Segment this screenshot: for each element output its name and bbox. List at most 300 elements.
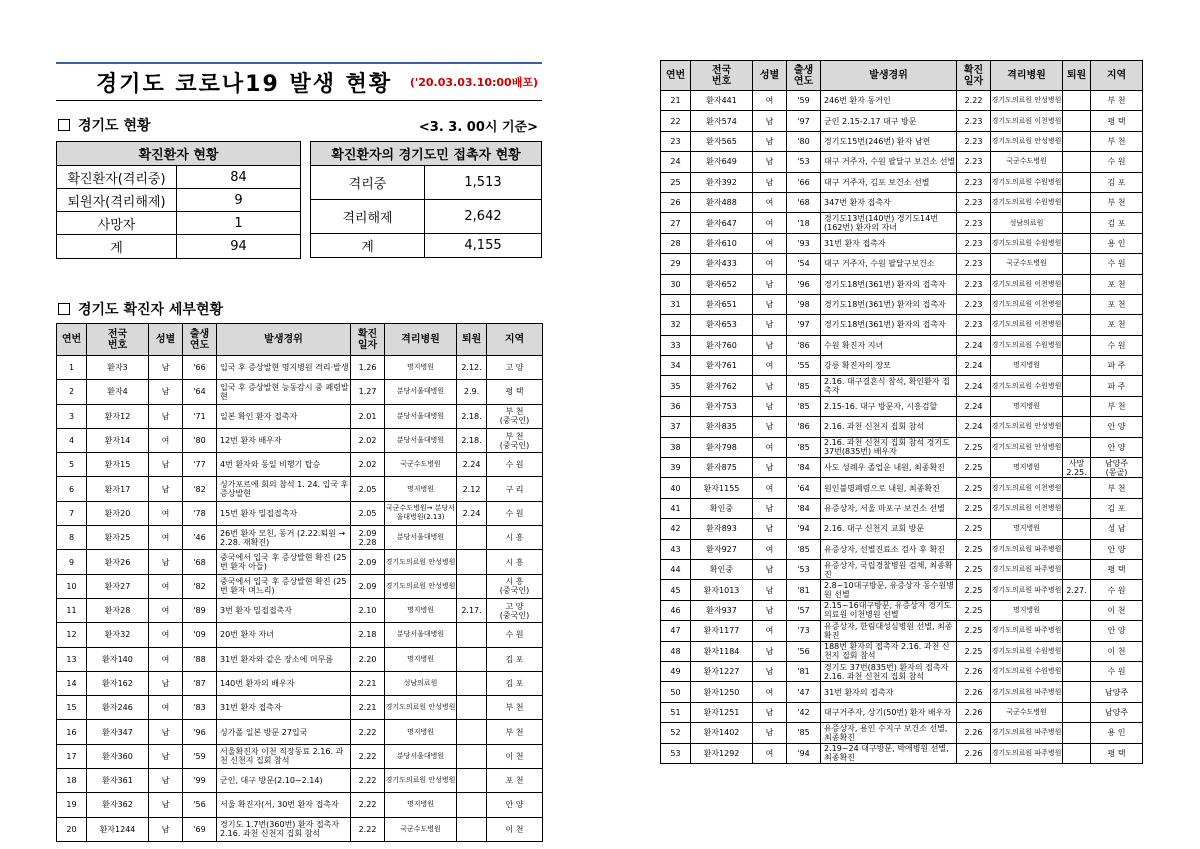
cell-id: 환자433 [691,254,753,274]
cell-route: 경기도15번(246번) 환자 남편 [821,131,957,151]
cell-sex: 남 [753,519,787,539]
cell-id: 환자28 [87,598,149,622]
cell-discharge [457,671,487,695]
cell-date: 2.05 [351,477,385,501]
cell-birth: '86 [787,417,821,437]
cell-discharge [457,744,487,768]
cell-sex: 여 [753,233,787,253]
cell-route: 강릉 확진자의 장모 [821,356,957,376]
table-row [661,641,1143,661]
cell-discharge [1063,111,1091,131]
cell-no: 1 [57,356,87,380]
table-row [661,498,1143,518]
cell-birth: '89 [183,598,217,622]
cell-date: 2.18 [351,623,385,647]
cell-hospital: 명지병원 [385,720,457,744]
cell-date: 2.24 [957,396,991,416]
cell-region: 이 천 [1091,600,1143,620]
cell-date: 2.09 [351,550,385,574]
cell-date: 2.22 [351,769,385,793]
cell-sex: 남 [753,335,787,355]
cell-hospital: 명지병원 [385,356,457,380]
cell-discharge [457,696,487,720]
cell-region: 안 양 [1091,539,1143,559]
cell-sex: 남 [753,661,787,681]
cell-route: 188번 환자의 접촉자 2.16. 과천 신천지 집회 참석 [821,641,957,661]
cell-region: 평 택 [1091,559,1143,579]
cell-route: 31번 환자와 같은 장소에 머무름 [217,647,351,671]
cell-discharge: 2.12. [457,356,487,380]
table-row [661,396,1143,416]
cell-date: 2.26 [957,682,991,702]
cell-sex: 남 [149,744,183,768]
table-row [661,621,1143,641]
cell-birth: '59 [183,744,217,768]
cell-hospital: 경기도의료원 수원병원 [991,335,1063,355]
right-page [660,60,1142,764]
cell-route: 유증상자, 서울 마포구 보건소 선별 [821,498,957,518]
cell-no: 49 [661,661,691,681]
table-row [661,539,1143,559]
cell-region: 수 원 [1091,335,1143,355]
cell-hospital: 경기도의료원 이천병원 [991,478,1063,498]
cell-sex: 여 [149,574,183,598]
cell-discharge [1063,723,1091,743]
cell-no: 45 [661,580,691,600]
cell-no: 7 [57,501,87,525]
cell-discharge [457,793,487,817]
cell-hospital: 경기도의료원 안성병원 [385,769,457,793]
cell-no: 48 [661,641,691,661]
cell-id: 환자1402 [691,723,753,743]
table-row [661,376,1143,396]
cell-hospital: 명지병원 [991,600,1063,620]
cell-discharge [1063,152,1091,172]
cell-region: 용 인 [1091,723,1143,743]
cell-region: 안 양 [487,793,543,817]
cell-route: 경기도 37번(835번) 환자의 접촉자 2.16. 과천 신천지 집회 참석 [821,661,957,681]
cell-route: 12번 환자 배우자 [217,428,351,452]
cell-hospital: 경기도의료원 수원병원 [991,172,1063,192]
cell-route: 26번 환자 모친, 동거 (2.22.퇴원 → 2.28. 재확진) [217,526,351,550]
cell-date: 2.26 [957,702,991,722]
cell-route: 140번 환자의 배우자 [217,671,351,695]
cell-route: 경기도18번(361번) 환자의 접촉자 [821,315,957,335]
cell-discharge [1063,437,1091,457]
table-row [57,769,543,793]
table-row [661,274,1143,294]
cell-birth: '82 [183,477,217,501]
cell-sex: 여 [753,213,787,233]
cell-birth: '99 [183,769,217,793]
cell-birth: '85 [787,376,821,396]
cell-date: 2.25 [957,458,991,478]
table-row [661,458,1143,478]
confirmed-value: 1 [177,212,301,235]
cell-region: 포 천 [1091,274,1143,294]
cell-no: 22 [661,111,691,131]
cell-route: 31번 환자의 접촉자 [821,682,957,702]
cell-discharge [1063,192,1091,212]
cell-hospital: 경기도의료원 이천병원 [991,315,1063,335]
cell-discharge [1063,294,1091,314]
cell-discharge [457,647,487,671]
confirmed-label: 계 [57,235,177,259]
cell-date: 2.25 [957,437,991,457]
cell-route: 대구 거주자, 김포 보건소 선별 [821,172,957,192]
cell-hospital: 경기도의료원 안성병원 [991,131,1063,151]
cell-discharge [1063,417,1091,437]
cell-discharge [1063,621,1091,641]
cell-no: 30 [661,274,691,294]
column-header: 확진 일자 [957,61,991,91]
cell-birth: '09 [183,623,217,647]
cell-hospital: 경기도의료원 수원병원 [991,641,1063,661]
cell-discharge: 사망 2.25. [1063,458,1091,478]
cell-birth: '82 [183,574,217,598]
cell-sex: 남 [753,152,787,172]
cell-sex: 남 [149,404,183,428]
cell-no: 36 [661,396,691,416]
cell-hospital: 분당서울대병원 [385,380,457,404]
cell-date: 2.23 [957,192,991,212]
table-row [57,574,543,598]
cell-no: 29 [661,254,691,274]
cell-birth: '66 [787,172,821,192]
cell-birth: '81 [787,580,821,600]
cell-route: 싱가포르에 회의 참석 1. 24. 입국 후 증상발현 [217,477,351,501]
status-heading-text: 경기도 현황 [78,118,151,134]
cell-date: 2.26 [957,661,991,681]
cell-route: 경기도18번(361번) 환자의 접촉자 [821,294,957,314]
cell-region: 남양주 [1091,682,1143,702]
status-section-heading [56,115,542,137]
cell-discharge [1063,396,1091,416]
cell-id: 환자362 [87,793,149,817]
cell-id: 환자927 [691,539,753,559]
cell-region: 구 리 [487,477,543,501]
cell-hospital: 경기도의료원 안성병원 [991,91,1063,111]
cell-birth: '68 [787,192,821,212]
cell-sex: 여 [753,254,787,274]
table-row [661,478,1143,498]
cell-date: 2.22 [351,720,385,744]
cell-birth: '56 [183,793,217,817]
cell-id: 환자1013 [691,580,753,600]
cell-hospital: 명지병원 [991,458,1063,478]
cell-hospital: 경기도의료원 파주병원 [991,682,1063,702]
cell-no: 20 [57,817,87,841]
cell-sex: 남 [753,376,787,396]
table-row [57,380,543,404]
cell-hospital: 경기도의료원 파주병원 [991,743,1063,763]
cell-route: 대구 거주자, 수원 팔달구 보건소 선별 [821,152,957,172]
cell-hospital: 경기도의료원 안성병원 [385,574,457,598]
cell-hospital: 경기도의료원 안성병원 [991,437,1063,457]
cell-region: 파 주 [1091,376,1143,396]
cell-birth: '83 [183,696,217,720]
cell-id: 환자753 [691,396,753,416]
table-row [661,682,1143,702]
cell-route: 2.19~24 대구방문, 박애병원 선별, 최종확진 [821,743,957,763]
table-row [661,91,1143,111]
cell-date: 2.23 [957,172,991,192]
cell-discharge [1063,356,1091,376]
cell-route: 중국에서 입국 후 증상발현 확진 (25번 환자 며느리) [217,574,351,598]
cell-route: 경기도13번(140번) 경기도14번(162번) 환자의 자녀 [821,213,957,233]
cell-date: 2.09 2.28 [351,526,385,550]
cell-id: 환자441 [691,91,753,111]
cell-discharge [1063,274,1091,294]
cell-sex: 남 [149,453,183,477]
cell-birth: '71 [183,404,217,428]
cell-route: 유증상자, 용인 수지구 보건소 선별, 최종확진 [821,723,957,743]
cell-region: 용 인 [1091,233,1143,253]
cell-hospital: 경기도의료원 수원병원 [991,661,1063,681]
table-row [661,111,1143,131]
cell-no: 25 [661,172,691,192]
table-row [57,696,543,720]
table-row [661,192,1143,212]
cell-date: 2.01 [351,404,385,428]
cell-hospital: 경기도의료원 파주병원 [991,723,1063,743]
cell-region: 이 천 [1091,641,1143,661]
cell-id: 환자26 [87,550,149,574]
cell-date: 2.25 [957,559,991,579]
cell-route: 군인 2.15-2.17 대구 방문 [821,111,957,131]
cell-sex: 남 [149,380,183,404]
cell-discharge: 2.24 [457,501,487,525]
cell-birth: '53 [787,559,821,579]
cell-no: 42 [661,519,691,539]
table-row [661,600,1143,620]
cell-route: 20번 환자 자녀 [217,623,351,647]
table-row [57,428,543,452]
cell-sex: 남 [149,769,183,793]
cell-region: 수 원 [1091,254,1143,274]
cell-region: 김 포 [1091,213,1143,233]
cell-no: 32 [661,315,691,335]
column-header: 격리병원 [991,61,1063,91]
cell-hospital: 경기도의료원 파주병원 [991,539,1063,559]
cell-id: 환자32 [87,623,149,647]
cell-birth: '64 [787,478,821,498]
cell-region: 수 원 [487,453,543,477]
cell-birth: '88 [183,647,217,671]
cell-id: 환자4 [87,380,149,404]
cell-region: 부 천 [1091,91,1143,111]
cell-birth: '85 [787,396,821,416]
cell-sex: 여 [753,91,787,111]
cell-id: 환자651 [691,294,753,314]
cell-route: 경기도 1.7번(360번) 환자 접촉자 2.16. 과천 신천지 집회 참석 [217,817,351,841]
cell-discharge [1063,172,1091,192]
cell-route: 중국에서 입국 후 증상발현 확진 (25번 환자 아들) [217,550,351,574]
contact-label: 격리해제 [311,200,425,234]
table-row [661,702,1143,722]
cell-id: 환자835 [691,417,753,437]
cell-id: 환자140 [87,647,149,671]
cell-id: 환자610 [691,233,753,253]
cell-date: 2.24 [957,376,991,396]
confirmed-value: 94 [177,235,301,259]
cell-no: 21 [661,91,691,111]
cell-region: 수 원 [1091,152,1143,172]
cell-route: 입국 후 증상발현 명지병원 격리·발생 [217,356,351,380]
cell-region: 포 천 [1091,294,1143,314]
cell-id: 환자893 [691,519,753,539]
cell-no: 4 [57,428,87,452]
cell-hospital: 분당서울대병원 [385,623,457,647]
cell-sex: 남 [149,356,183,380]
table-row [661,213,1143,233]
cell-hospital: 명지병원 [385,598,457,622]
cell-region: 남양주 [1091,702,1143,722]
cell-birth: '94 [787,743,821,763]
cell-hospital: 경기도의료원 안성병원 [385,696,457,720]
cell-discharge: 2.9. [457,380,487,404]
checkbox-square-icon [58,119,70,131]
cell-no: 24 [661,152,691,172]
cell-hospital: 명지병원 [991,356,1063,376]
cell-region: 수 원 [1091,580,1143,600]
cell-sex: 여 [753,743,787,763]
column-header: 발생경위 [821,61,957,91]
cell-discharge [1063,682,1091,702]
column-header: 퇴원 [457,324,487,356]
cell-hospital: 경기도의료원 이천병원 [991,294,1063,314]
page-title: 경기도 코로나19 발생 현황 [96,72,393,97]
cell-sex: 남 [149,671,183,695]
cell-birth: '55 [787,356,821,376]
confirmed-value: 9 [177,189,301,212]
column-header: 퇴원 [1063,61,1091,91]
cell-no: 16 [57,720,87,744]
table-row [661,559,1143,579]
confirmed-row [57,166,301,189]
cell-birth: '80 [183,428,217,452]
table-row [661,152,1143,172]
cell-id: 환자647 [691,213,753,233]
detail-heading-text: 경기도 확진자 세부현황 [78,302,223,318]
cell-birth: '56 [787,641,821,661]
cell-id: 환자574 [691,111,753,131]
cell-route: 유증상자, 국립경찰병원 검체, 최종확진 [821,559,957,579]
cell-region: 남양주 (몽골) [1091,458,1143,478]
confirmed-label: 퇴원자(격리해제) [57,189,177,212]
column-header: 지역 [487,324,543,356]
cell-date: 1.27 [351,380,385,404]
cell-sex: 여 [753,539,787,559]
cell-region: 부 천 (중국인) [487,428,543,452]
cell-id: 환자1227 [691,661,753,681]
cell-sex: 여 [753,621,787,641]
cell-date: 2.23 [957,294,991,314]
cell-sex: 남 [753,315,787,335]
cell-id: 환자762 [691,376,753,396]
cell-birth: '93 [787,233,821,253]
cell-no: 26 [661,192,691,212]
cell-id: 환자1250 [691,682,753,702]
cell-id: 환자875 [691,458,753,478]
cell-hospital: 경기도의료원 파주병원 [991,580,1063,600]
cell-no: 39 [661,458,691,478]
cell-hospital: 국군수도병원 [991,702,1063,722]
cell-sex: 남 [149,817,183,841]
cell-no: 15 [57,696,87,720]
cell-birth: '96 [183,720,217,744]
cell-discharge [457,623,487,647]
table-row [57,744,543,768]
cell-route: 사도 성례우 졸업운 내원, 최종확진 [821,458,957,478]
cell-birth: '59 [787,91,821,111]
cell-date: 2.09 [351,574,385,598]
basis-note: <3. 3. 00시 기준> [418,120,538,135]
cell-date: 2.23 [957,152,991,172]
table-row [661,661,1143,681]
table-row [57,623,543,647]
cell-sex: 여 [149,501,183,525]
cell-route: 군인, 대구 방문(2.10~2.14) [217,769,351,793]
cell-birth: '54 [787,254,821,274]
cell-id: 환자25 [87,526,149,550]
contact-label: 계 [311,234,425,258]
table-row [661,233,1143,253]
table-row [57,453,543,477]
cell-region: 안 양 [1091,621,1143,641]
cell-discharge [1063,743,1091,763]
cell-birth: '84 [787,458,821,478]
cell-no: 14 [57,671,87,695]
cell-route: 대구 거주자, 수원 팔달구보건소 [821,254,957,274]
table-row [57,720,543,744]
cell-hospital: 경기도의료원 수원병원 [991,233,1063,253]
cell-route: 31번 환자 접촉자 [217,696,351,720]
cell-birth: '53 [787,152,821,172]
cell-discharge: 2.18. [457,404,487,428]
cell-id: 환자653 [691,315,753,335]
cell-region: 김 포 [1091,172,1143,192]
cell-sex: 여 [753,682,787,702]
cell-id: 환자1177 [691,621,753,641]
cell-date: 2.21 [351,696,385,720]
cell-region: 포 천 [487,769,543,793]
cell-hospital: 명지병원 [991,519,1063,539]
cell-route: 2.8~10대구방문, 유증상자 동수원병원 선별 [821,580,957,600]
cell-sex: 남 [753,702,787,722]
cell-birth: '85 [787,437,821,457]
cell-hospital: 국군수도병원 [991,254,1063,274]
cell-birth: '69 [183,817,217,841]
cell-hospital: 분당서울대병원 [385,404,457,428]
cell-hospital: 경기도의료원 이천병원 [991,498,1063,518]
cell-route: 246번 환자 동거인 [821,91,957,111]
cell-region: 부 천 [1091,396,1143,416]
cell-region: 파 주 [1091,356,1143,376]
column-header: 성별 [149,324,183,356]
cell-region: 성 남 [1091,519,1143,539]
confirmed-value: 84 [177,166,301,189]
table-row [57,356,543,380]
contact-value: 1,513 [425,166,542,200]
table-row [661,335,1143,355]
table-row [661,172,1143,192]
cell-route: 경기도18번(361번) 환자의 접촉자 [821,274,957,294]
cell-date: 2.23 [957,111,991,131]
cell-id: 환자246 [87,696,149,720]
column-header: 확진 일자 [351,324,385,356]
column-header: 연번 [661,61,691,91]
